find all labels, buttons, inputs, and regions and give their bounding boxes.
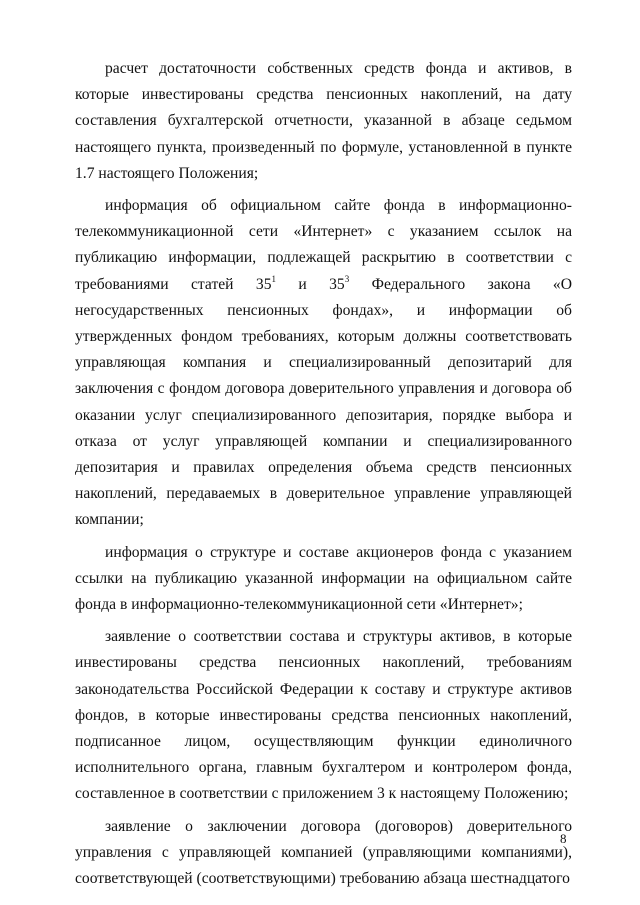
paragraph-trust-agreement-statement: заявление о заключении договора (договоров) доверительного управления с управляющей компанией (управляющими компаниями), соответствующей (соответствующими) требованию абзаца шестнадцатого: [75, 817, 572, 888]
page-number: 8: [560, 831, 567, 846]
paragraph-capital-adequacy: расчет достаточности собственных средств фонда и активов, в которые инвестированы средства пенсионных накоплений, на дату составления бухгалтерской отчетности, указанной в абзаце седьмом настоящего пункта, произведенный по формуле, установленной в пункте 1.7 настоящего Положения;: [75, 60, 572, 182]
paragraph-shareholders-info: информация о структуре и составе акционеров фонда с указанием ссылки на публикацию указанной информации на официальном сайте фонда в информационно-телекоммуникационной сети «Интернет»;: [75, 543, 572, 614]
superscript-article-3: 3: [344, 273, 350, 284]
paragraph-website-info-text-after: Федерального закона «О негосударственных пенсионных фондах», и информации об утвержденных фондом требованиях, которым должны соответствовать управляющая компания и специализированный депозитарий для заключения с фондом договора доверительного управления и договора об оказании услуг специализированного депозитария, порядке выбора и отказа от услуг управляющей компании и специализированного депозитария и правилах определения объема средств пенсионных накоплений, передаваемых в доверительное управление управляющей компании;: [75, 275, 572, 529]
paragraph-website-info-text-mid: и 35: [276, 275, 345, 293]
paragraph-website-info-text-before: информация об официальном сайте фонда в информационно-телекоммуникационной сети «Интернет» с указанием ссылок на публикацию информации, подлежащей раскрытию в соответствии с требованиями статей 35: [75, 197, 572, 293]
paragraph-assets-compliance-statement: заявление о соответствии состава и структуры активов, в которые инвестированы средства пенсионных накоплений, требованиям законодательства Российской Федерации к составу и структуре активов фондов, в которые инвестированы средства пенсионных накоплений, подписанное лицом, осуществляющим функции единоличного исполнительного органа, главным бухгалтером и контролером фонда, составленное в соответствии с приложением 3 к настоящему Положению;: [75, 628, 572, 803]
paragraph-website-info: [75, 193, 572, 534]
superscript-article-1: 1: [271, 273, 277, 284]
body-text: [75, 56, 572, 898]
